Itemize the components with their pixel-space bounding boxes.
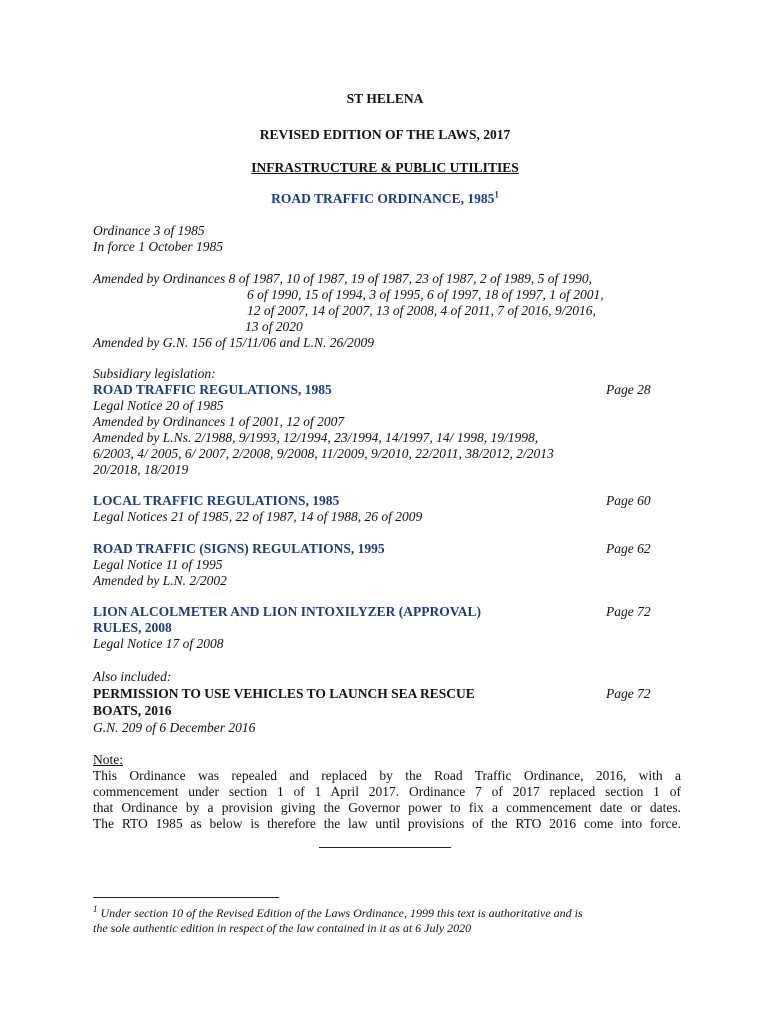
- footnote-line: the sole authentic edition in respect of the law contained in it as at 6 July 2020: [93, 921, 472, 935]
- note-line: The RTO 1985 as below is therefore the law until provisions of the RTO 2016 come into force.: [93, 816, 681, 831]
- category-heading: INFRASTRUCTURE & PUBLIC UTILITIES: [251, 160, 519, 175]
- subsidiary-item-page: Page 28: [606, 382, 651, 397]
- also-included-note: G.N. 209 of 6 December 2016: [93, 720, 256, 735]
- footnote-line: [93, 906, 583, 921]
- jurisdiction-heading: ST HELENA: [346, 91, 424, 106]
- note-line: This Ordinance was repealed and replaced by the Road Traffic Ordinance, 2016, with a: [93, 768, 681, 783]
- ordinance-number: Ordinance 3 of 1985: [93, 223, 205, 238]
- amended-ordinances-line: 6 of 1990, 15 of 1994, 3 of 1995, 6 of 1997, 18 of 1997, 1 of 2001,: [247, 287, 604, 302]
- ordinance-title[interactable]: [0, 191, 770, 207]
- subsidiary-item-title[interactable]: ROAD TRAFFIC REGULATIONS, 1985: [93, 382, 332, 397]
- subsidiary-item-page: Page 72: [606, 604, 651, 619]
- note-heading: Note:: [93, 752, 123, 767]
- footnote-text: Under section 10 of the Revised Edition of the Laws Ordinance, 1999 this text is authoritative and is: [100, 906, 583, 920]
- also-included-heading: Also included:: [93, 669, 172, 684]
- also-included-title: BOATS, 2016: [93, 703, 172, 718]
- subsidiary-item-note: Legal Notice 20 of 1985: [93, 398, 224, 413]
- note-line: commencement under section 1 of 1 April 2017. Ordinance 7 of 2017 replaced section 1 of: [93, 784, 681, 799]
- subsidiary-item-title[interactable]: RULES, 2008: [93, 620, 172, 635]
- amended-ordinances-line: Amended by Ordinances 8 of 1987, 10 of 1987, 19 of 1987, 23 of 1987, 2 of 1989, 5 of 1990,: [93, 271, 592, 286]
- subsidiary-item-note: Amended by L.Ns. 2/1988, 9/1993, 12/1994, 23/1994, 14/1997, 14/ 1998, 19/1998,: [93, 430, 539, 445]
- edition-heading: REVISED EDITION OF THE LAWS, 2017: [259, 127, 511, 142]
- ordinance-title-text: ROAD TRAFFIC ORDINANCE, 1985: [271, 191, 495, 206]
- subsidiary-item-page: Page 60: [606, 493, 651, 508]
- subsidiary-item-note: Legal Notice 11 of 1995: [93, 557, 223, 572]
- subsidiary-item-note: Legal Notice 17 of 2008: [93, 636, 224, 651]
- subsidiary-item-title[interactable]: ROAD TRAFFIC (SIGNS) REGULATIONS, 1995: [93, 541, 385, 556]
- amended-ordinances-line: 12 of 2007, 14 of 2007, 13 of 2008, 4 of 2011, 7 of 2016, 9/2016,: [247, 303, 596, 318]
- amended-notices: Amended by G.N. 156 of 15/11/06 and L.N. 26/2009: [93, 335, 374, 350]
- footnote-marker: 1: [93, 904, 98, 914]
- subsidiary-item-title[interactable]: LOCAL TRAFFIC REGULATIONS, 1985: [93, 493, 340, 508]
- subsidiary-item-note: Legal Notices 21 of 1985, 22 of 1987, 14 of 1988, 26 of 2009: [93, 509, 423, 524]
- subsidiary-heading: Subsidiary legislation:: [93, 366, 216, 381]
- footnote-reference[interactable]: 1: [494, 189, 499, 200]
- subsidiary-item-title[interactable]: LION ALCOLMETER AND LION INTOXILYZER (APPROVAL): [93, 604, 481, 619]
- also-included-title: PERMISSION TO USE VEHICLES TO LAUNCH SEA RESCUE: [93, 686, 475, 701]
- subsidiary-item-note: 6/2003, 4/ 2005, 6/ 2007, 2/2008, 9/2008, 11/2009, 9/2010, 22/2011, 38/2012, 2/2013: [93, 446, 554, 461]
- subsidiary-item-note: Amended by Ordinances 1 of 2001, 12 of 2007: [93, 414, 345, 429]
- subsidiary-item-note: 20/2018, 18/2019: [93, 462, 189, 477]
- also-included-page: Page 72: [606, 686, 651, 701]
- subsidiary-item-note: Amended by L.N. 2/2002: [93, 573, 227, 588]
- amended-ordinances-line: 13 of 2020: [245, 319, 303, 334]
- section-divider: [319, 847, 451, 848]
- subsidiary-item-page: Page 62: [606, 541, 651, 556]
- note-line: that Ordinance by a provision giving the Governor power to fix a commencement date or dates.: [93, 800, 681, 815]
- ordinance-in-force: In force 1 October 1985: [93, 239, 223, 254]
- footnote-rule: [93, 897, 279, 898]
